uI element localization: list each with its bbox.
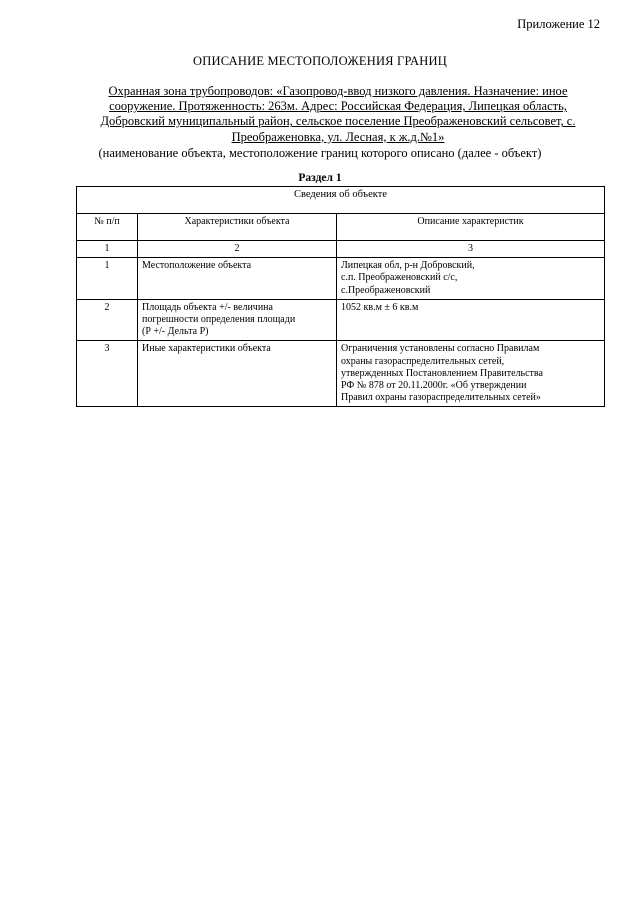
cell-line: Правил охраны газораспределительных сетей»	[341, 392, 541, 404]
table-caption-row	[77, 187, 605, 214]
cell-line: РФ № 878 от 20.11.2000г. «Об утверждении	[341, 380, 527, 392]
document-title: ОПИСАНИЕ МЕСТОПОЛОЖЕНИЯ ГРАНИЦ	[193, 54, 447, 68]
cell-line: утвержденных Постановлением Правительства	[341, 367, 543, 379]
object-description-line: Преображеновка, ул. Лесная, к ж.д.№1»	[231, 129, 445, 144]
header-number: № п/п	[77, 214, 138, 241]
cell-line: Местоположение объекта	[142, 260, 252, 272]
row-number: 3	[77, 341, 138, 407]
cell-line: с.Преображеновский	[341, 284, 431, 296]
row-description	[337, 258, 605, 300]
cell-line: Площадь объекта +/- величина	[142, 301, 273, 313]
cell-line: Иные характеристики объекта	[142, 343, 271, 355]
cell-line: с.п. Преображеновский с/с,	[341, 272, 458, 284]
row-characteristic	[138, 258, 337, 300]
row-characteristic	[138, 299, 337, 341]
object-info-table	[76, 186, 605, 407]
cell-line: Ограничения установлены согласно Правилам	[341, 343, 540, 355]
header-description: Описание характеристик	[337, 214, 605, 241]
section-heading: Раздел 1	[298, 172, 342, 184]
row-number: 1	[77, 258, 138, 300]
cell-line: (Р +/- Дельта Р)	[142, 326, 209, 338]
table-numbering-row	[77, 241, 605, 258]
object-description-line: Добровский муниципальный район, сельское поселение Преображеновский сельсовет, с.	[100, 114, 576, 129]
table-row	[77, 341, 605, 407]
object-note: (наименование объекта, местоположение границ которого описано (далее - объект)	[98, 146, 542, 160]
row-characteristic	[138, 341, 337, 407]
cell-line: погрешности определения площади	[142, 314, 296, 326]
column-number: 1	[77, 241, 138, 258]
row-description	[337, 341, 605, 407]
appendix-label: Приложение 12	[517, 17, 600, 31]
row-number: 2	[77, 299, 138, 341]
row-description	[337, 299, 605, 341]
table-header-row	[77, 214, 605, 241]
cell-line: охраны газораспределительных сетей,	[341, 355, 505, 367]
column-number: 2	[138, 241, 337, 258]
object-description-line: Охранная зона трубопроводов: «Газопровод-ввод низкого давления. Назначение: иное	[108, 84, 568, 98]
object-description	[88, 84, 588, 145]
table-row	[77, 299, 605, 341]
table-caption: Сведения об объекте	[77, 187, 605, 214]
header-characteristic: Характеристики объекта	[138, 214, 337, 241]
cell-line: Липецкая обл, р-н Добровский,	[341, 260, 475, 272]
column-number: 3	[337, 241, 605, 258]
cell-line: 1052 кв.м ± 6 кв.м	[341, 301, 419, 313]
table-row	[77, 258, 605, 300]
object-description-line: сооружение. Протяженность: 263м. Адрес: Российская Федерация, Липецкая область,	[109, 99, 567, 114]
